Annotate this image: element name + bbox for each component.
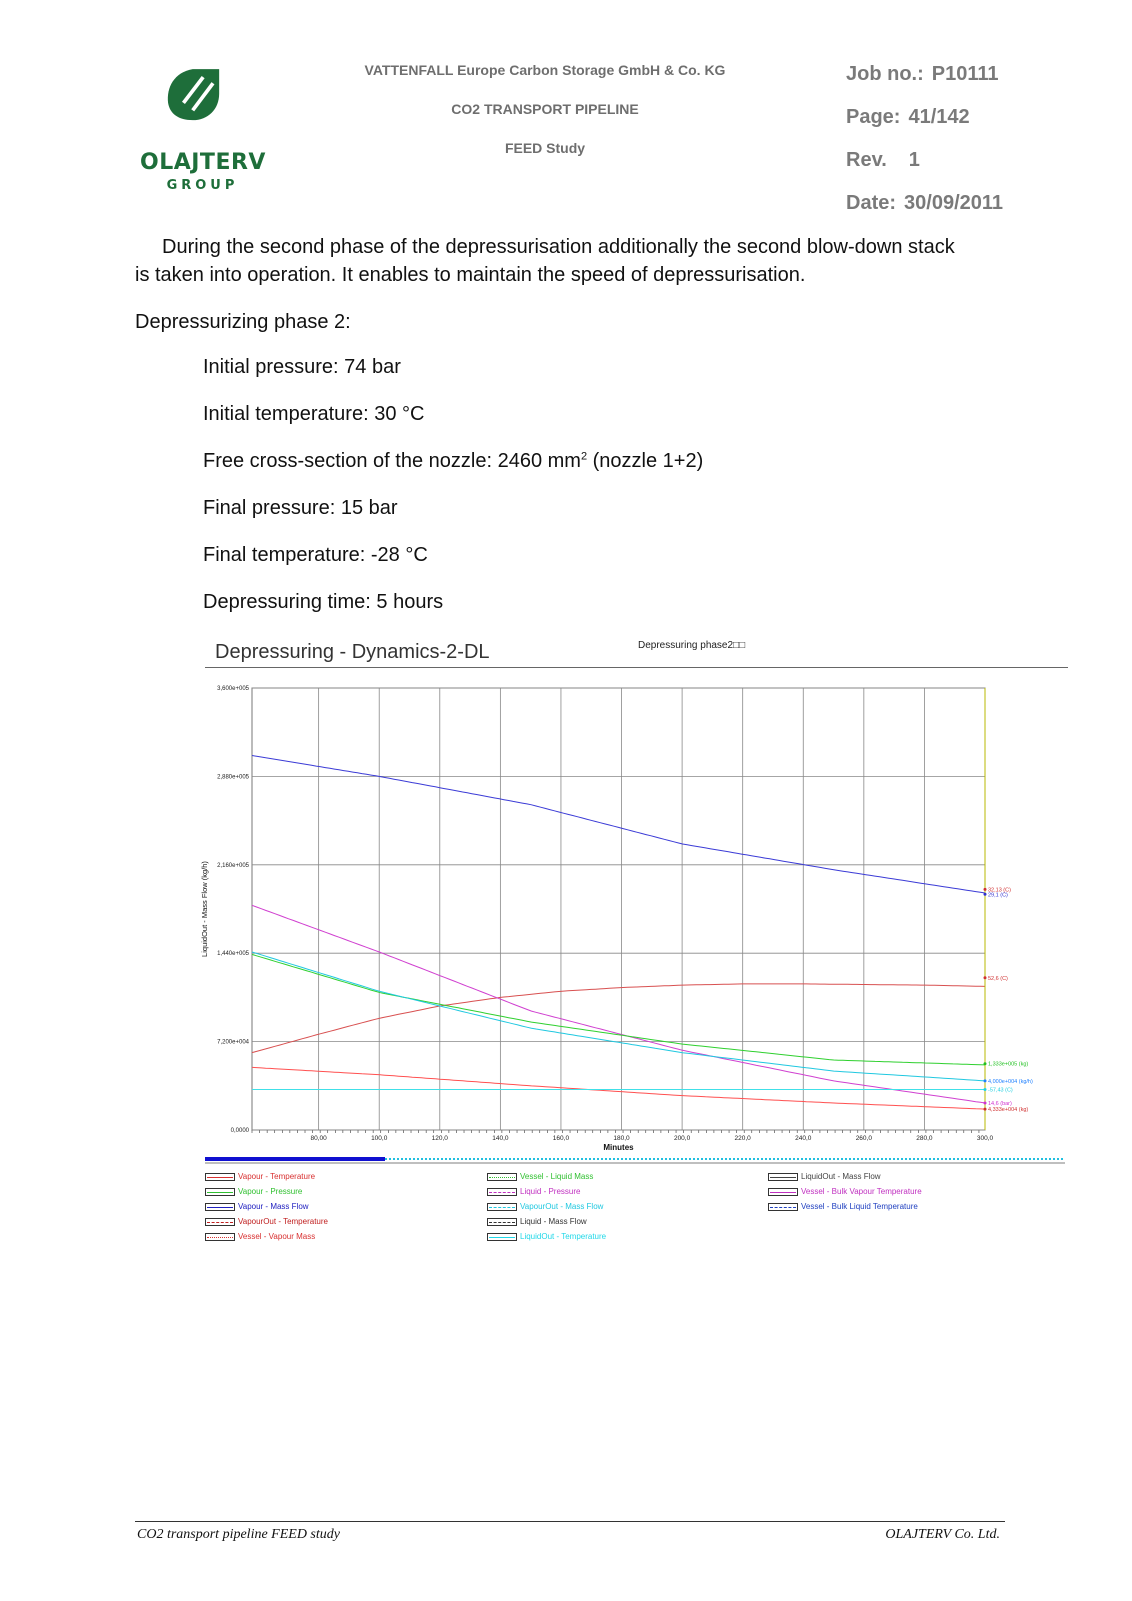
x-tick-label: 240,0 bbox=[795, 1135, 812, 1142]
end-value-label: -57,43 (C) bbox=[988, 1087, 1013, 1094]
legend-label: Vapour - Mass Flow bbox=[238, 1202, 309, 1211]
plot-area bbox=[252, 688, 985, 1130]
end-marker bbox=[984, 893, 987, 896]
end-value-label: 52,6 (C) bbox=[988, 975, 1008, 982]
chart-legend bbox=[205, 1172, 1065, 1252]
legend-swatch bbox=[487, 1218, 517, 1226]
final-pressure: Final pressure: 15 bar bbox=[203, 497, 398, 519]
x-tick-label: 180,0 bbox=[613, 1135, 630, 1142]
legend-swatch bbox=[768, 1173, 798, 1181]
legend-label: Liquid - Pressure bbox=[520, 1187, 581, 1196]
legend-item bbox=[487, 1232, 606, 1241]
depressuring-time: Depressuring time: 5 hours bbox=[203, 591, 444, 613]
legend-item bbox=[487, 1202, 603, 1211]
initial-pressure: Initial pressure: 74 bar bbox=[203, 356, 401, 378]
x-tick-label: 140,0 bbox=[492, 1135, 509, 1142]
legend-item bbox=[205, 1172, 315, 1181]
phase-heading: Depressurizing phase 2: bbox=[135, 311, 351, 333]
legend-swatch bbox=[205, 1188, 235, 1196]
end-value-label: 32,13 (C) bbox=[988, 887, 1011, 894]
legend-item bbox=[487, 1217, 587, 1226]
legend-item bbox=[768, 1202, 918, 1211]
legend-swatch bbox=[768, 1203, 798, 1211]
end-value-label: 14,6 (bar) bbox=[988, 1100, 1012, 1107]
x-tick-label: 280,0 bbox=[916, 1135, 933, 1142]
legend-label: LiquidOut - Mass Flow bbox=[801, 1172, 881, 1181]
study-name: FEED Study bbox=[504, 140, 586, 156]
legend-label: Vessel - Liquid Mass bbox=[520, 1172, 594, 1181]
company-name: VATTENFALL Europe Carbon Storage GmbH & Co. KG bbox=[364, 62, 726, 78]
legend-swatch bbox=[487, 1233, 517, 1241]
end-value-label: 1,333e+005 (kg) bbox=[988, 1061, 1029, 1068]
end-marker bbox=[984, 1088, 987, 1091]
footer-left: CO2 transport pipeline FEED study bbox=[137, 1527, 340, 1542]
final-temperature: Final temperature: -28 °C bbox=[203, 544, 428, 566]
initial-temperature: Initial temperature: 30 °C bbox=[203, 403, 425, 425]
legend-item bbox=[205, 1217, 328, 1226]
project-name: CO2 TRANSPORT PIPELINE bbox=[451, 101, 639, 117]
y-tick-label: 2,880e+005 bbox=[217, 774, 249, 781]
legend-swatch bbox=[768, 1188, 798, 1196]
legend-swatch bbox=[487, 1188, 517, 1196]
chart-title-rule bbox=[205, 667, 1068, 668]
depressuring-chart bbox=[200, 680, 1070, 1175]
y-tick-label: 7,200e+004 bbox=[217, 1039, 249, 1046]
legend-swatch bbox=[205, 1173, 235, 1181]
date: Date: 30/09/2011 bbox=[846, 192, 1004, 214]
legend-swatch bbox=[205, 1218, 235, 1226]
intro-line-1: During the second phase of the depressurisation additionally the second blow-down stack bbox=[162, 236, 955, 258]
logo-group: GROUP bbox=[166, 178, 239, 193]
legend-label: LiquidOut - Temperature bbox=[520, 1232, 607, 1241]
footer-right: OLAJTERV Co. Ltd. bbox=[885, 1527, 1000, 1542]
legend-swatch bbox=[487, 1203, 517, 1211]
footer-rule bbox=[135, 1521, 1005, 1522]
x-tick-label: 80,00 bbox=[310, 1135, 327, 1142]
y-tick-label: 1,440e+005 bbox=[217, 951, 249, 958]
x-tick-label: 100,0 bbox=[371, 1135, 388, 1142]
end-value-label: 29,1 (C) bbox=[988, 892, 1008, 899]
legend-label: Vapour - Temperature bbox=[238, 1172, 316, 1181]
legend-label: VapourOut - Mass Flow bbox=[520, 1202, 604, 1211]
timeline-progress bbox=[205, 1157, 385, 1161]
y-tick-label: 3,600e+005 bbox=[217, 686, 249, 692]
x-tick-label: 260,0 bbox=[855, 1135, 872, 1142]
y-tick-label: 2,160e+005 bbox=[217, 862, 249, 869]
y-tick-label: 0,0000 bbox=[230, 1128, 249, 1134]
legend-item bbox=[205, 1232, 315, 1241]
legend-label: VapourOut - Temperature bbox=[238, 1217, 328, 1226]
end-value-label: 4,333e+004 (kg) bbox=[988, 1107, 1029, 1114]
nozzle-cross-section: Free cross-section of the nozzle: 2460 $mm^2$ (nozzle 1+2) bbox=[203, 450, 704, 472]
legend-item bbox=[205, 1202, 309, 1211]
x-axis-title: Minutes bbox=[603, 1143, 634, 1152]
legend-label: Vessel - Bulk Vapour Temperature bbox=[801, 1187, 922, 1196]
x-tick-label: 300,0 bbox=[976, 1135, 994, 1142]
end-marker bbox=[984, 1062, 987, 1065]
chart-subtitle: Depressuring phase2□□ bbox=[638, 640, 746, 651]
x-tick-label: 220,0 bbox=[734, 1135, 751, 1142]
legend-swatch bbox=[487, 1173, 517, 1181]
y-axis-title: LiquidOut - Mass Flow (kg/h) bbox=[200, 861, 209, 957]
legend-label: Vessel - Vapour Mass bbox=[238, 1232, 316, 1241]
legend-label: Vapour - Pressure bbox=[238, 1187, 303, 1196]
end-marker bbox=[984, 1079, 987, 1082]
legend-label: Liquid - Mass Flow bbox=[520, 1217, 587, 1226]
end-marker bbox=[984, 1108, 987, 1111]
page-number: Page: 41/142 bbox=[846, 106, 970, 128]
legend-item bbox=[768, 1187, 922, 1196]
end-value-label: 4,000e+004 (kg/h) bbox=[988, 1078, 1033, 1085]
legend-item bbox=[487, 1187, 580, 1196]
revision: Rev. 1 bbox=[846, 149, 920, 171]
legend-label: Vessel - Bulk Liquid Temperature bbox=[801, 1202, 918, 1211]
end-marker bbox=[984, 1101, 987, 1104]
end-marker bbox=[984, 976, 987, 979]
x-tick-label: 160,0 bbox=[552, 1135, 570, 1142]
legend-item bbox=[205, 1187, 302, 1196]
legend-item bbox=[768, 1172, 881, 1181]
legend-swatch bbox=[205, 1203, 235, 1211]
x-tick-label: 120,0 bbox=[431, 1135, 448, 1142]
x-tick-label: 200,0 bbox=[673, 1135, 691, 1142]
olajterv-logo bbox=[160, 66, 250, 146]
chart-title: Depressuring - Dynamics-2-DL bbox=[215, 641, 490, 663]
logo-name: OLAJTERV bbox=[140, 150, 266, 175]
end-marker bbox=[984, 888, 987, 891]
legend-swatch bbox=[205, 1233, 235, 1241]
legend-item bbox=[487, 1172, 593, 1181]
job-number: Job no.: P10111 bbox=[846, 63, 999, 85]
intro-line-2: is taken into operation. It enables to maintain the speed of depressurisation. bbox=[135, 264, 806, 286]
